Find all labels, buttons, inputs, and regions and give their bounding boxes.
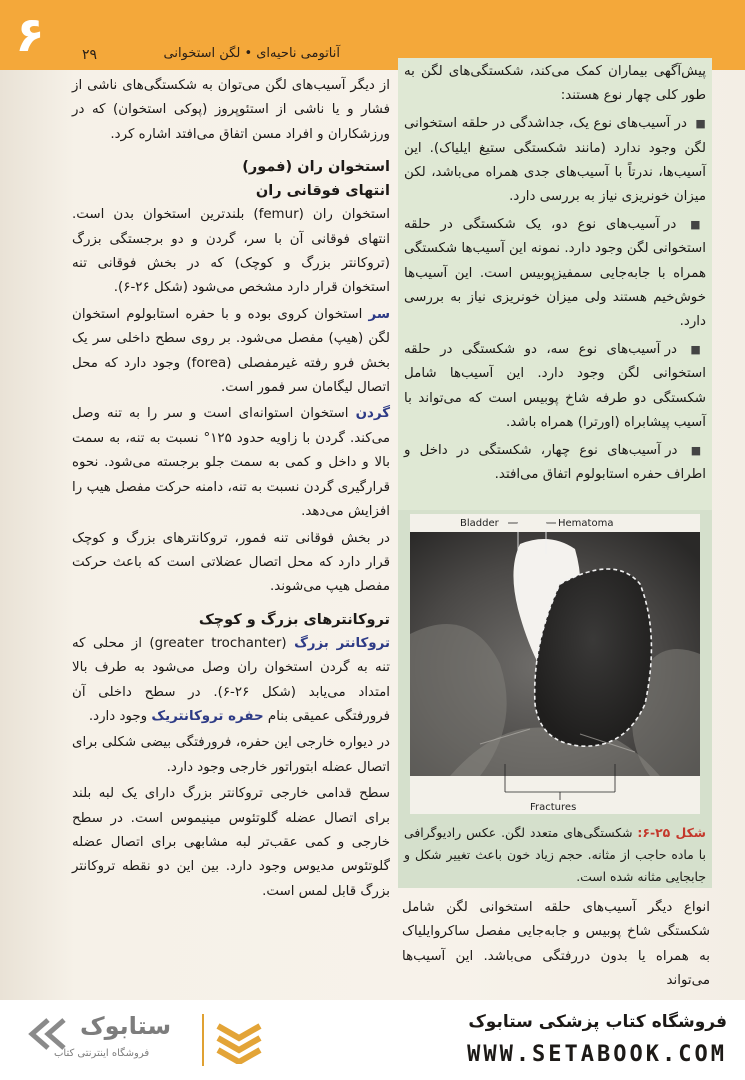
neck-paragraph [72,402,390,524]
bullet-square-icon: ■ [690,218,706,232]
bullet-square-icon: ■ [695,117,706,131]
head-paragraph [72,303,390,401]
label-fractures: Fractures [530,802,577,813]
greater-trochanter-paragraph [72,632,390,730]
after-figure-paragraph: انواع دیگر آسیب‌های حلقه استخوانی لگن شامل شکستگی شاخ پوبیس و جابه‌جایی مفصل ساکروایلیاک به همراه یا بدون دررفتگی می‌باشد. این آسیب‌ها می‌تواند [402,900,710,989]
chapter-number: ۶ [15,7,45,63]
head-text: استخوان کروی بوده و با حفره استابولوم استخوان لگن (هیپ) مفصل می‌شود. بر روی سطح داخلی سر یک بخش فرو رفته غیرمفصلی (forea) وجود دارد که محل اتصال لیگامان سر فمور است. [72,306,390,396]
figure-box [398,510,712,888]
label-bladder: Bladder [460,518,499,529]
clinical-item: ■ در آسیب‌های نوع چهار، شکستگی در داخل و اطراف حفره استابولوم اتفاق می‌افتد. [404,443,706,483]
clinical-intro: پیش‌آگهی بیماران کمک می‌کند، شکستگی‌های لگن به طور کلی چهار نوع هستند: [404,64,706,104]
wall-paragraph: در دیواره خارجی این حفره، فرورفتگی بیضی شکلی برای اتصال عضله ابتوراتور خارجی وجود دارد. [72,735,390,775]
clinical-item: ■ در آسیب‌های نوع دو، یک شکستگی در حلقه استخوانی لگن وجود دارد. نمونه این آسیب‌ها شکستگی همراه با جابه‌جایی سمفیزپوبیس است. این آسیب‌ها خوش‌خیم هستند ولی میزان خونریزی نیاز به بررسی دارد. [404,217,706,330]
page-number: ۲۹ [82,47,98,63]
bullet-square-icon: ■ [690,343,706,357]
clinical-item: ■ در آسیب‌های نوع یک، جداشدگی در حلقه استخوانی لگن وجود ندارد (مانند شکستگی ستیغ ایلیاک). این آسیب‌ها، ندرتاً با آسیب‌های جدی همراه می‌باشد، لکن میزان خونریزی نیاز به بررسی دارد. [404,116,706,205]
trochanters-paragraph: در بخش فوقانی تنه فمور، تروکانترهای بزرگ و کوچک قرار دارد که محل اتصال عضلاتی است که باعث حرکت مفصل هیپ می‌شوند. [72,530,390,595]
figure-caption [404,822,706,888]
logo-divider [202,1014,204,1066]
term-neck: گردن [355,406,390,422]
bullet-square-icon: ■ [690,444,706,458]
left-column [72,74,390,906]
heading-proximal-end: انتهای فوقانی ران [255,183,390,200]
xray-image [410,514,700,814]
heading-femur: استخوان ران (فمور) [242,159,390,176]
logo-subtitle: فروشگاه اینترنتی کتاب [54,1048,150,1059]
anterior-paragraph: سطح قدامی خارجی تروکانتر بزرگ دارای یک لبه بلند برای اتصال عضله گلوتئوس مینیموس است. در سطح خارجی و کمی عقب‌تر لبه مشابهی برای اتصال عضله گلوتئوس مدیوس وجود دارد. بین این دو نقطه تروکانتر بزرگ قابل لمس است. [72,786,390,899]
xray-illustration [410,514,700,814]
book-stack-icon [214,1016,264,1064]
figure-caption-label: شکل ۲۵-۶: [637,825,706,840]
running-head: آناتومی ناحیه‌ای • لگن استخوانی [163,46,340,61]
term-greater-trochanter: تروکانتر بزرگ [294,635,390,651]
greater-end: وجود دارد. [88,708,148,724]
greater-text: (greater trochanter) از محلی که تنه به گردن استخوان ران وصل می‌شود به طرف بالا امتداد می‌یابد (شکل ۲۶-۶). در سطح داخلی آن فرورفتگی عمیقی بنام [72,635,390,724]
figure-caption-text: شکستگی‌های متعدد لگن. عکس رادیوگرافی با ماده حاجب از مثانه. حجم زیاد خون باعث تغییر شکل و جابجایی مثانه شده است. [404,825,706,884]
clinical-item: ■ در آسیب‌های نوع سه، دو شکستگی در حلقه استخوانی لگن وجود دارد. این آسیب‌ها شامل شکستگی دو طرفه شاخ پوبیس است که می‌تواند با آسیب پیشابراه (اورترا) همراه باشد. [404,342,706,430]
store-name: فروشگاه کتاب پزشکی ستابوک [468,1012,727,1032]
label-hematoma: Hematoma [558,518,614,529]
store-footer [0,1000,745,1080]
intro-paragraph: از دیگر آسیب‌های لگن می‌توان به شکستگی‌های ناشی از فشار و یا ناشی از استئوپروز (پوکی استخوان) که در ورزشکاران و افراد مسن اتفاق می‌افتد اشاره کرد. [72,78,390,142]
term-head: سر [368,306,390,322]
femur-paragraph: استخوان ران (femur) بلندترین استخوان بدن است. انتهای فوقانی آن با سر، گردن و دو برجستگی بزرگ (تروکانتر بزرگ و کوچک) که در بخش فوقانی تنه استخوان قرار دارد مشخص می‌شود (شکل ۲۶-۶). [72,207,390,296]
logo-wordmark: ستابوک [80,1012,172,1040]
clinical-box-text [404,60,706,491]
store-url[interactable]: WWW.SETABOOK.COM [467,1042,727,1067]
store-logo [24,1010,264,1072]
term-trochanteric-fossa: حفره تروکانتریک [151,708,264,724]
heading-trochanters: تروکانترهای بزرگ و کوچک [198,611,390,628]
neck-text: استخوان استوانه‌ای است و سر را به تنه وصل می‌کند. گردن با زاویه حدود ۱۲۵° نسبت به تنه، به سمت بالا و داخل و کمی به سمت جلو برجسته می‌شود. نحوه قرارگیری گردن نسبت به تنه، دامنه حرکت مفصل هیپ را افزایش می‌دهد. [72,406,390,520]
